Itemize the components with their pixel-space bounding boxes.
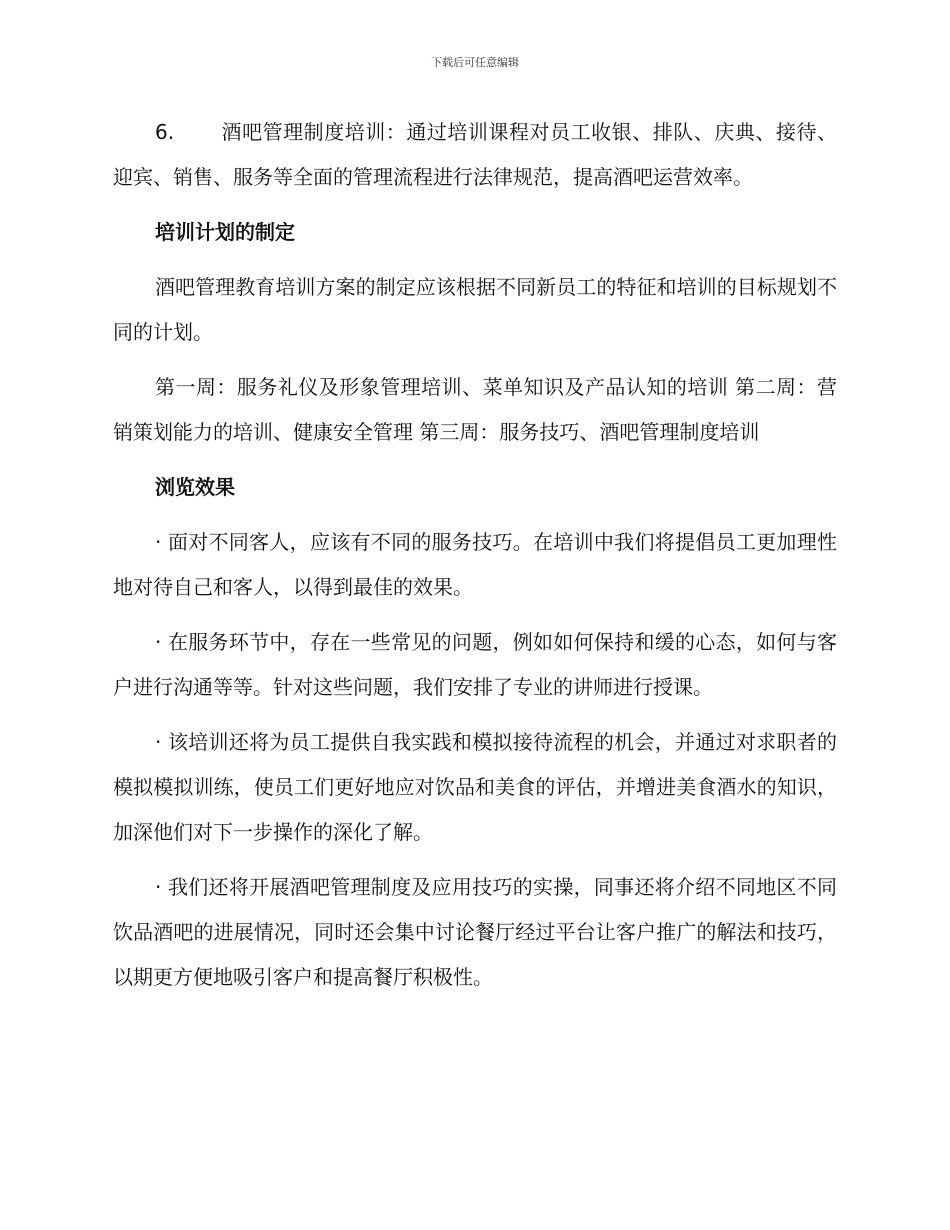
plan-intro-paragraph: 酒吧管理教育培训方案的制定应该根据不同新员工的特征和培训的目标规划不同的计划。 <box>113 275 837 344</box>
document-body <box>113 110 837 1010</box>
effect-bullet: · 我们还将开展酒吧管理制度及应用技巧的实操，同事还将介绍不同地区不同饮品酒吧的进展情况，同时还会集中讨论餐厅经过平台让客户推广的解法和技巧，以期更方便地吸引客户和提高餐厅积极性。 <box>113 875 837 989</box>
effect-bullet: · 在服务环节中，存在一些常见的问题，例如如何保持和缓的心态，如何与客户进行沟通等等。针对这些问题，我们安排了专业的讲师进行授课。 <box>113 630 837 699</box>
section-heading-plan: 培训计划的制定 <box>155 220 295 244</box>
effect-bullet: · 该培训还将为员工提供自我实践和模拟接待流程的机会，并通过对求职者的模拟模拟训练，使员工们更好地应对饮品和美食的评估，并增进美食酒水的知识，加深他们对下一步操作的深化了解。 <box>113 730 837 844</box>
page-header: 下载后可任意编辑 <box>431 56 519 69</box>
section-heading-effect: 浏览效果 <box>155 475 235 499</box>
plan-schedule-paragraph: 第一周：服务礼仪及形象管理培训、菜单知识及产品认知的培训 第二周：营销策划能力的培训、健康安全管理 第三周：服务技巧、酒吧管理制度培训 <box>113 375 837 444</box>
list-item-6 <box>113 110 837 200</box>
list-item-text: 酒吧管理制度培训：通过培训课程对员工收银、排队、庆典、接待、迎宾、销售、服务等全面的管理流程进行法律规范，提高酒吧运营效率。 <box>113 120 837 189</box>
list-number: 6. <box>155 120 175 144</box>
effect-bullet: · 面对不同客人，应该有不同的服务技巧。在培训中我们将提倡员工更加理性地对待自己和客人，以得到最佳的效果。 <box>113 530 837 599</box>
